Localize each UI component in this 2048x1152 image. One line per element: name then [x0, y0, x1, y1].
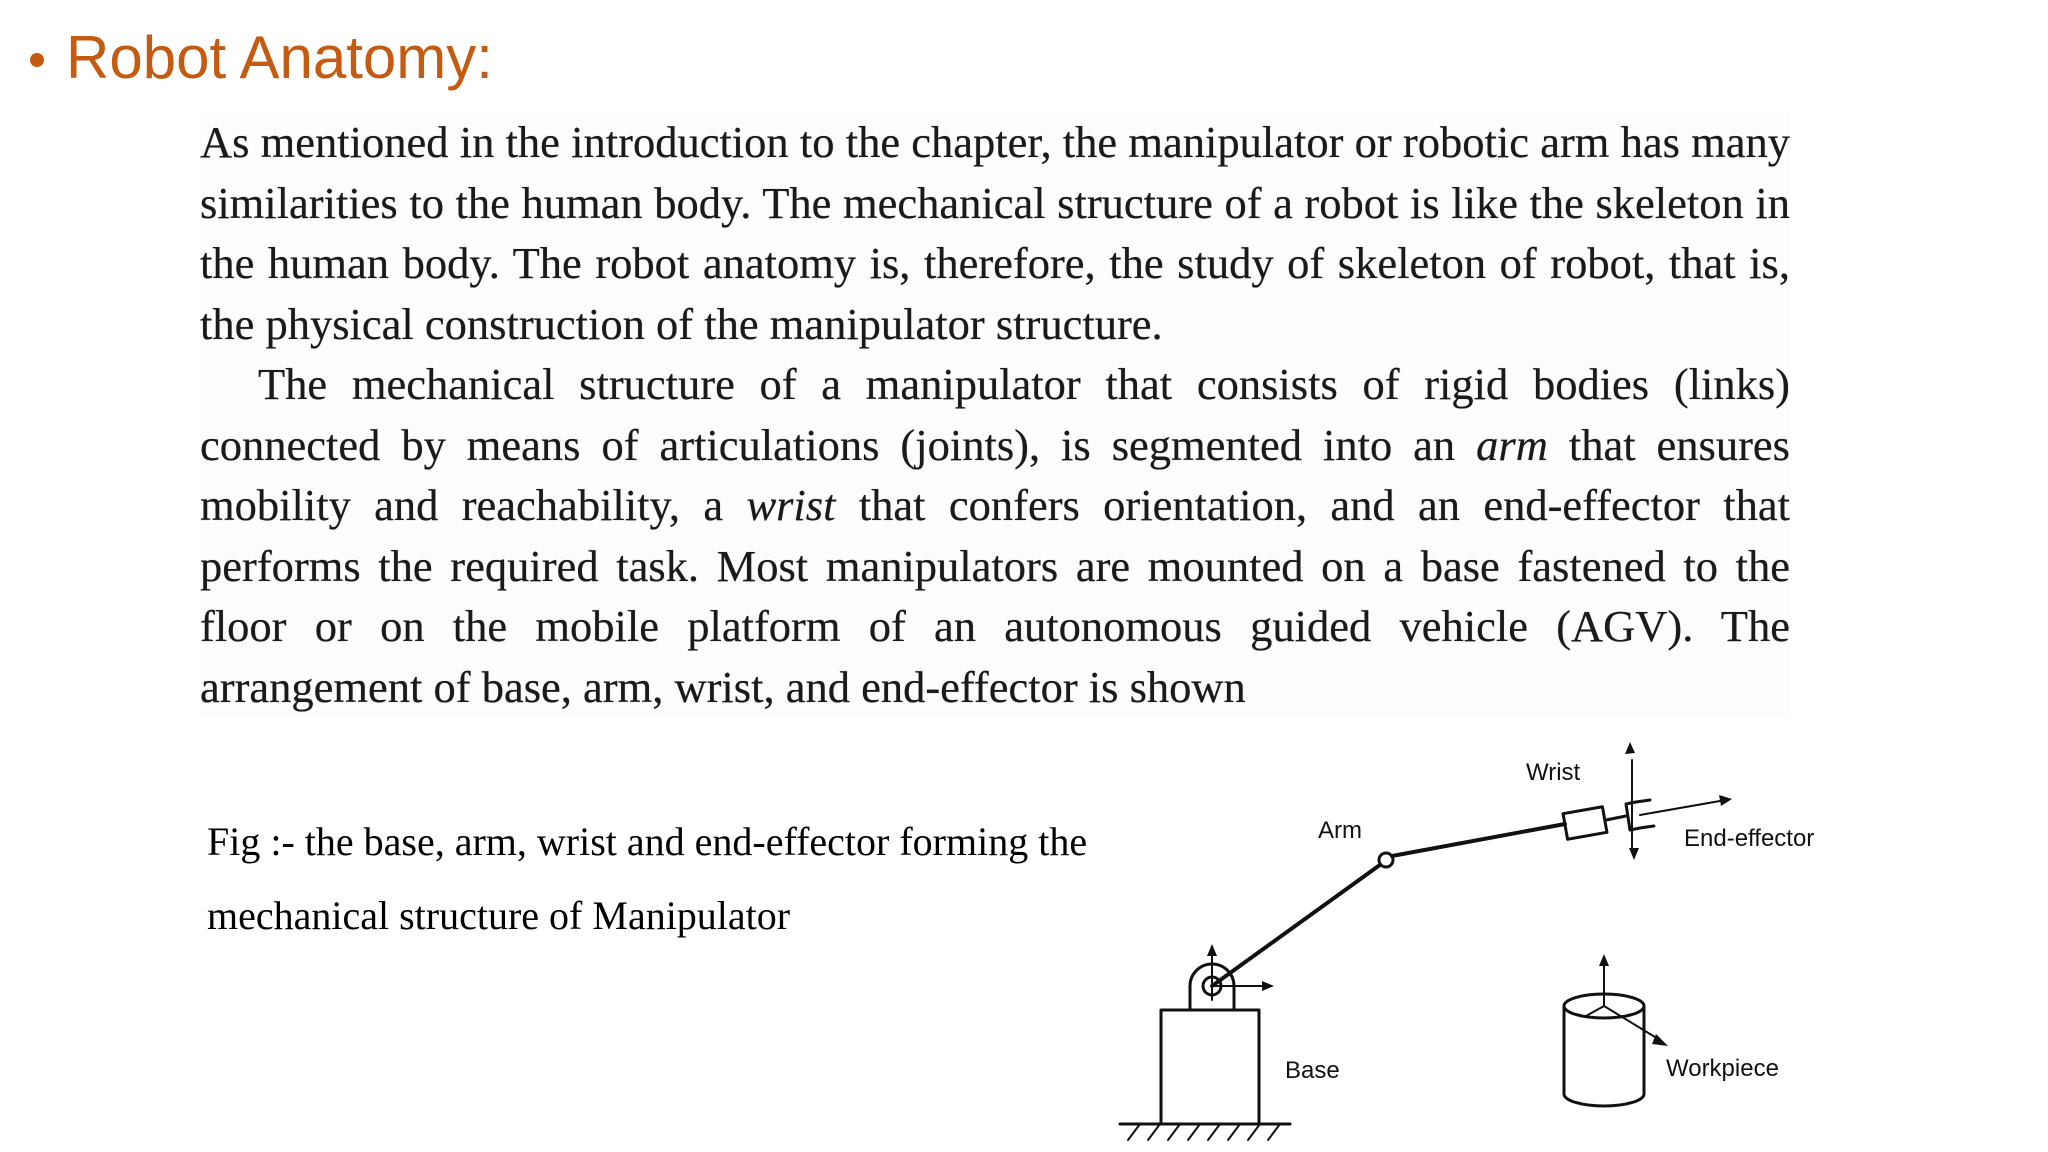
- wrist-joint: [1563, 807, 1607, 840]
- caption-line-1: Fig :- the base, arm, wrist and end-effector forming the: [207, 819, 1088, 864]
- label-arm: Arm: [1318, 817, 1362, 844]
- paragraph-2-part-3: that confers orientation, and an end-effector that performs the required task. Most manipulators are mounted on a base fastened to the floor or on the mobile platform of an autonomous guided vehicle (AGV). The arrangement of base, arm, wrist, and end-effector is shown: [200, 480, 1790, 712]
- paragraph-1: As mentioned in the introduction to the chapter, the manipulator or robotic arm has many similarities to the human body. The mechanical structure of a robot is like the skeleton in the human body. The robot anatomy is, therefore, the study of skeleton of robot, that is, the physical construction of the manipulator structure.: [200, 117, 1790, 349]
- label-end-effector: End-effector: [1684, 825, 1815, 852]
- ground-hatching: [1128, 1124, 1280, 1140]
- title-text: Robot Anatomy:: [66, 24, 493, 91]
- right-arrow-icon: [1719, 795, 1732, 806]
- label-wrist: Wrist: [1526, 759, 1581, 786]
- arm-link-2: [1392, 824, 1565, 856]
- workpiece-body: [1564, 1006, 1644, 1106]
- term-arm: arm: [1476, 419, 1548, 470]
- label-workpiece: Workpiece: [1666, 1055, 1779, 1082]
- bullet-icon: [30, 53, 44, 67]
- paragraph-2: [200, 354, 1790, 717]
- robot-base: [1161, 1010, 1259, 1124]
- scanned-text-excerpt: [200, 112, 1790, 717]
- term-wrist: wrist: [746, 480, 836, 530]
- caption-line-2: mechanical structure of Manipulator: [207, 893, 791, 938]
- label-base: Base: [1285, 1057, 1340, 1084]
- up-arrow-icon: [1625, 742, 1635, 754]
- manipulator-diagram: [1100, 720, 1860, 1152]
- slide-title: [30, 18, 493, 98]
- paragraph-2-part-2: that ensures mobility and reachability, a: [200, 419, 1790, 530]
- down-arrow-icon: [1629, 848, 1639, 860]
- figure-caption: [207, 805, 1167, 953]
- right-arrow-icon: [1262, 981, 1274, 991]
- up-arrow-icon: [1599, 954, 1609, 966]
- paragraph-2-part-1: The mechanical structure of a manipulator that consists of rigid bodies (links) connected by means of articulations (joints), is segmented into an: [200, 359, 1790, 470]
- arm-link-1: [1212, 862, 1384, 986]
- up-arrow-icon: [1207, 944, 1217, 956]
